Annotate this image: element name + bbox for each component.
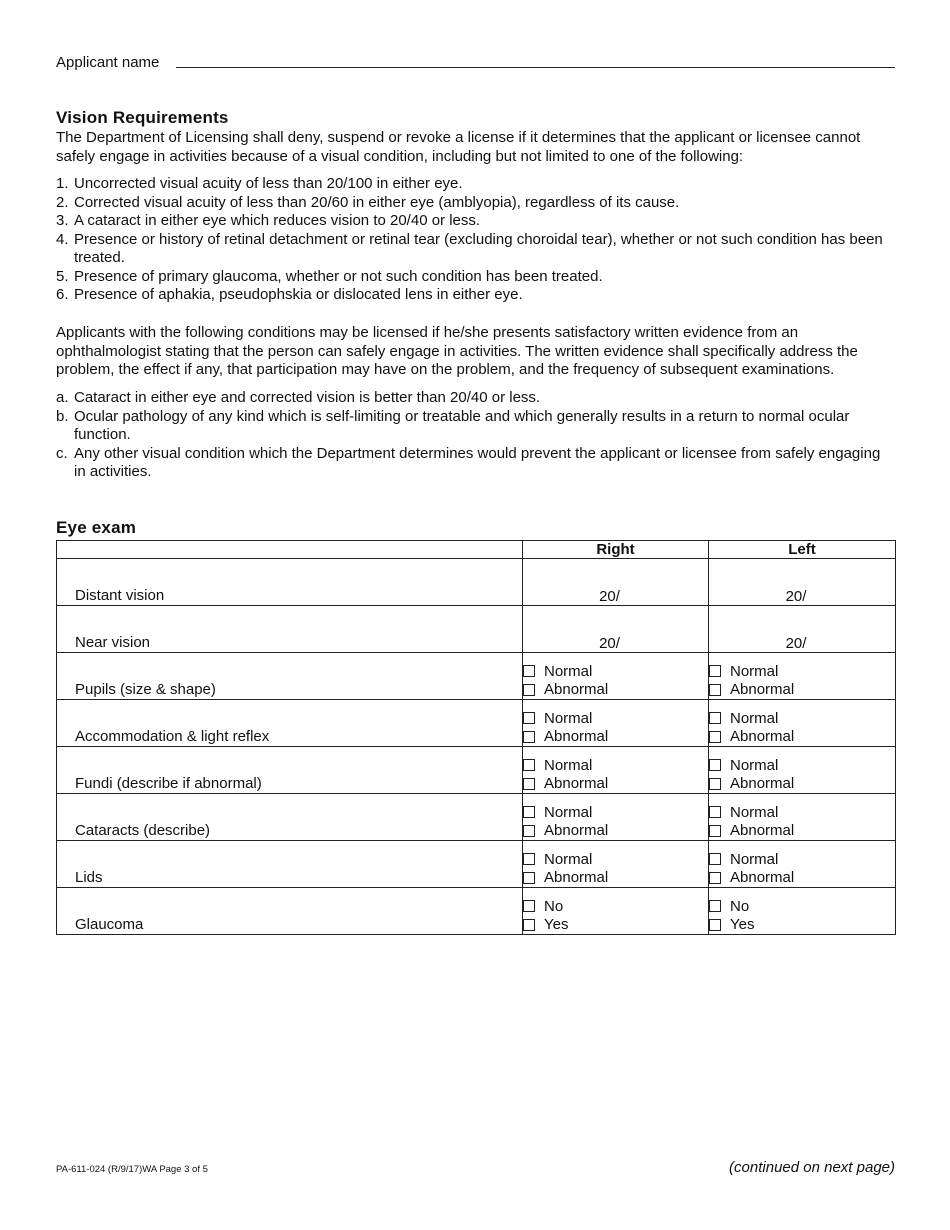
checkbox[interactable]: [523, 872, 535, 884]
fundi-right-normal[interactable]: Normal: [523, 756, 708, 775]
table-row: [57, 559, 896, 606]
row-label: Glaucoma: [57, 888, 523, 935]
vision-intro-paragraph: The Department of Licensing shall deny, suspend or revoke a license if it determines that the applicant or licensee cannot safely engage in activities because of a visual condition, including but not limited to one of the following:: [56, 129, 861, 165]
pupils-left-normal[interactable]: Normal: [709, 662, 895, 681]
near-vision-right-field[interactable]: 20/: [523, 606, 709, 653]
glaucoma-right-options: [523, 888, 709, 935]
pupils-right-normal[interactable]: Normal: [523, 662, 708, 681]
lids-right-abnormal[interactable]: Abnormal: [523, 869, 708, 888]
accommodation-left-options: [709, 700, 896, 747]
row-label: Distant vision: [57, 559, 523, 606]
checkbox[interactable]: [523, 712, 535, 724]
checkbox[interactable]: [523, 825, 535, 837]
row-label: Cataracts (describe): [57, 794, 523, 841]
lids-right-normal[interactable]: Normal: [523, 850, 708, 869]
glaucoma-right-yes[interactable]: Yes: [523, 916, 708, 935]
checkbox[interactable]: [709, 731, 721, 743]
checkbox[interactable]: [709, 900, 721, 912]
eye-exam-heading: Eye exam: [56, 518, 137, 537]
cataracts-right-options: [523, 794, 709, 841]
accommodation-right-normal[interactable]: Normal: [523, 709, 708, 728]
cataracts-right-normal[interactable]: Normal: [523, 803, 708, 822]
row-label: Pupils (size & shape): [57, 653, 523, 700]
table-row: [57, 700, 896, 747]
table-row: [57, 888, 896, 935]
distant-vision-left-field[interactable]: 20/: [709, 559, 896, 606]
fundi-right-abnormal[interactable]: Abnormal: [523, 775, 708, 794]
fundi-right-options: [523, 747, 709, 794]
checkbox[interactable]: [523, 806, 535, 818]
pupils-right-options: [523, 653, 709, 700]
form-code: PA-611-024 (R/9/17)WA Page 3 of 5: [56, 1164, 208, 1175]
glaucoma-right-no[interactable]: No: [523, 897, 708, 916]
distant-vision-right-field[interactable]: 20/: [523, 559, 709, 606]
checkbox[interactable]: [709, 919, 721, 931]
vision-requirements-heading: Vision Requirements: [56, 108, 229, 127]
applicant-name-row: [56, 54, 895, 76]
conditions-intro-paragraph: Applicants with the following conditions may be licensed if he/she presents satisfactory written evidence from an ophthalmologist stating that the person can safely engage in activities. The written evidence shall specifically address the problem, the effect if any, that participation may have on the problem, and the frequency of subsequent examinations.: [56, 324, 858, 378]
list-item: 1. Uncorrected visual acuity of less than 20/100 in either eye.: [56, 175, 463, 192]
table-row: [57, 747, 896, 794]
glaucoma-left-yes[interactable]: Yes: [709, 916, 895, 935]
glaucoma-left-no[interactable]: No: [709, 897, 895, 916]
near-vision-left-field[interactable]: 20/: [709, 606, 896, 653]
fundi-left-abnormal[interactable]: Abnormal: [709, 775, 895, 794]
pupils-left-options: [709, 653, 896, 700]
checkbox[interactable]: [709, 665, 721, 677]
applicant-name-label: Applicant name: [56, 54, 160, 71]
checkbox[interactable]: [523, 759, 535, 771]
accommodation-right-options: [523, 700, 709, 747]
checkbox[interactable]: [523, 665, 535, 677]
checkbox[interactable]: [523, 900, 535, 912]
checkbox[interactable]: [709, 853, 721, 865]
checkbox[interactable]: [709, 712, 721, 724]
lids-right-options: [523, 841, 709, 888]
checkbox[interactable]: [709, 806, 721, 818]
cataracts-right-abnormal[interactable]: Abnormal: [523, 822, 708, 841]
table-row: [57, 606, 896, 653]
accommodation-left-normal[interactable]: Normal: [709, 709, 895, 728]
list-item: b. Ocular pathology of any kind which is self-limiting or treatable and which generally results in a return to normal ocular function.: [56, 407, 850, 443]
list-item: 3. A cataract in either eye which reduces vision to 20/40 or less.: [56, 212, 481, 229]
accommodation-left-abnormal[interactable]: Abnormal: [709, 728, 895, 747]
applicant-name-field[interactable]: [176, 67, 895, 68]
pupils-left-abnormal[interactable]: Abnormal: [709, 681, 895, 700]
row-label: Lids: [57, 841, 523, 888]
accommodation-right-abnormal[interactable]: Abnormal: [523, 728, 708, 747]
row-label: Accommodation & light reflex: [57, 700, 523, 747]
checkbox[interactable]: [523, 919, 535, 931]
cataracts-left-options: [709, 794, 896, 841]
checkbox[interactable]: [523, 853, 535, 865]
table-header-row: [57, 541, 896, 559]
fundi-left-normal[interactable]: Normal: [709, 756, 895, 775]
checkbox[interactable]: [709, 825, 721, 837]
list-item: a. Cataract in either eye and corrected vision is better than 20/40 or less.: [56, 389, 541, 406]
fundi-left-options: [709, 747, 896, 794]
table-row: [57, 653, 896, 700]
cataracts-left-normal[interactable]: Normal: [709, 803, 895, 822]
header-left: Left: [709, 541, 896, 559]
checkbox[interactable]: [709, 872, 721, 884]
licensable-conditions-list: [56, 389, 895, 482]
list-item: 4. Presence or history of retinal detachment or retinal tear (excluding choroidal tear), whether or not such condition has been treated.: [56, 230, 883, 266]
header-right: Right: [523, 541, 709, 559]
header-blank: [57, 541, 523, 559]
glaucoma-left-options: [709, 888, 896, 935]
checkbox[interactable]: [523, 731, 535, 743]
continued-note: (continued on next page): [729, 1159, 895, 1176]
lids-left-normal[interactable]: Normal: [709, 850, 895, 869]
list-item: 6. Presence of aphakia, pseudophskia or dislocated lens in either eye.: [56, 286, 523, 303]
pupils-right-abnormal[interactable]: Abnormal: [523, 681, 708, 700]
cataracts-left-abnormal[interactable]: Abnormal: [709, 822, 895, 841]
checkbox[interactable]: [709, 684, 721, 696]
table-row: [57, 794, 896, 841]
list-item: 5. Presence of primary glaucoma, whether or not such condition has been treated.: [56, 267, 603, 285]
checkbox[interactable]: [709, 778, 721, 790]
checkbox[interactable]: [523, 778, 535, 790]
row-label: Near vision: [57, 606, 523, 653]
disqualifying-conditions-list: [56, 175, 895, 305]
checkbox[interactable]: [709, 759, 721, 771]
row-label: Fundi (describe if abnormal): [57, 747, 523, 794]
list-item: 2. Corrected visual acuity of less than 20/60 in either eye (amblyopia), regardless of its cause.: [56, 193, 680, 211]
lids-left-abnormal[interactable]: Abnormal: [709, 869, 895, 888]
list-item: c. Any other visual condition which the Department determines would prevent the applicant or licensee from safely engaging in activities.: [56, 444, 881, 480]
table-row: [57, 841, 896, 888]
checkbox[interactable]: [523, 684, 535, 696]
eye-exam-table: [56, 540, 896, 935]
lids-left-options: [709, 841, 896, 888]
